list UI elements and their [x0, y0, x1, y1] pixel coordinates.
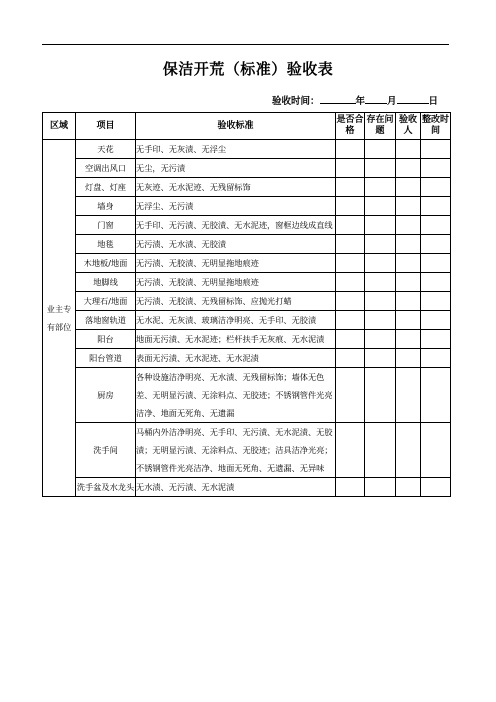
table-row: [43, 478, 451, 497]
item-cell: 天花: [76, 140, 136, 159]
standard-cell: 无手印、无污渍、无胶渍、无水泥迹，窗框边线成直线: [136, 216, 336, 235]
standard-cell: 无污渍、无胶渍、无残留标饰、应抛光打蜡: [136, 292, 336, 311]
qualified-cell[interactable]: [336, 292, 365, 311]
inspector-cell[interactable]: [396, 235, 421, 254]
rectify-time-cell[interactable]: [421, 235, 451, 254]
qualified-cell[interactable]: [336, 159, 365, 178]
standard-cell: 无污渍、无胶渍、无明显拖地痕迹: [136, 273, 336, 292]
standard-cell: 无水渍、无污渍、无水泥渍: [136, 478, 336, 497]
page-title: 保洁开荒（标准）验收表: [162, 60, 334, 78]
qualified-cell[interactable]: [336, 178, 365, 197]
item-cell: 厨房: [76, 368, 136, 423]
issue-cell[interactable]: [365, 423, 396, 478]
qualified-cell[interactable]: [336, 216, 365, 235]
table-row: [43, 273, 451, 292]
issue-cell[interactable]: [365, 178, 396, 197]
item-cell: 灯盘、灯座: [76, 178, 136, 197]
header-row: [43, 113, 451, 140]
qualified-cell[interactable]: [336, 311, 365, 330]
standard-cell: 马桶内外洁净明亮、无手印、无污渍、无水泥渍、无胶渍；无明显污渍、无涂料点、无胶迹；洁具洁净光亮；不锈钢管件光亮洁净、地面无死角、无遗漏、无异味: [136, 423, 336, 478]
issue-cell[interactable]: [365, 292, 396, 311]
inspector-cell[interactable]: [396, 478, 421, 497]
rectify-time-cell[interactable]: [421, 292, 451, 311]
item-cell: 落地窗轨道: [76, 311, 136, 330]
inspector-cell[interactable]: [396, 349, 421, 368]
qualified-cell[interactable]: [336, 368, 365, 423]
table-row: [43, 292, 451, 311]
inspector-cell[interactable]: [396, 140, 421, 159]
standard-cell: 无尘，无污渍: [136, 159, 336, 178]
qualified-cell[interactable]: [336, 423, 365, 478]
rectify-time-cell[interactable]: [421, 140, 451, 159]
issue-cell[interactable]: [365, 140, 396, 159]
issue-cell[interactable]: [365, 311, 396, 330]
issue-cell[interactable]: [365, 235, 396, 254]
rectify-time-cell[interactable]: [421, 368, 451, 423]
table-row: [43, 330, 451, 349]
header-standard: 验收标准: [136, 113, 336, 140]
standard-cell: 地面无污渍、无水泥迹；栏杆扶手无灰痕、无水泥渍: [136, 330, 336, 349]
top-rule: [42, 44, 449, 45]
item-cell: 木地板/地面: [76, 254, 136, 273]
inspector-cell[interactable]: [396, 197, 421, 216]
inspector-cell[interactable]: [396, 254, 421, 273]
rectify-time-cell[interactable]: [421, 159, 451, 178]
day-blank[interactable]: [397, 93, 429, 104]
qualified-cell[interactable]: [336, 349, 365, 368]
rectify-time-cell[interactable]: [421, 330, 451, 349]
header-area: 区域: [43, 113, 76, 140]
inspector-cell[interactable]: [396, 423, 421, 478]
item-cell: 洗手间: [76, 423, 136, 478]
rectify-time-cell[interactable]: [421, 311, 451, 330]
issue-cell[interactable]: [365, 216, 396, 235]
item-cell: 空调出风口: [76, 159, 136, 178]
item-cell: 洗手盆及水龙头: [76, 478, 136, 497]
qualified-cell[interactable]: [336, 478, 365, 497]
rectify-time-cell[interactable]: [421, 478, 451, 497]
inspector-cell[interactable]: [396, 368, 421, 423]
table-row: [43, 423, 451, 478]
issue-cell[interactable]: [365, 197, 396, 216]
issue-cell[interactable]: [365, 159, 396, 178]
item-cell: 地脚线: [76, 273, 136, 292]
area-cell: 业主专有部位: [43, 140, 76, 497]
standard-cell: 表面无污渍、无水泥迹、无水泥渍: [136, 349, 336, 368]
qualified-cell[interactable]: [336, 197, 365, 216]
standard-cell: 无浮尘、无污渍: [136, 197, 336, 216]
header-item: 项目: [76, 113, 136, 140]
inspector-cell[interactable]: [396, 292, 421, 311]
standard-cell: 无手印、无灰渍、无浮尘: [136, 140, 336, 159]
inspector-cell[interactable]: [396, 273, 421, 292]
year-label: 年: [355, 96, 366, 107]
header-issue: 存在问题: [365, 113, 396, 140]
year-blank[interactable]: [320, 93, 356, 104]
qualified-cell[interactable]: [336, 273, 365, 292]
table-row: [43, 235, 451, 254]
issue-cell[interactable]: [365, 254, 396, 273]
rectify-time-cell[interactable]: [421, 254, 451, 273]
inspector-cell[interactable]: [396, 311, 421, 330]
rectify-time-cell[interactable]: [421, 423, 451, 478]
acceptance-table: [42, 112, 451, 497]
table-row: [43, 368, 451, 423]
issue-cell[interactable]: [365, 349, 396, 368]
table-row: [43, 159, 451, 178]
inspector-cell[interactable]: [396, 216, 421, 235]
table-row: [43, 197, 451, 216]
month-blank[interactable]: [365, 93, 387, 104]
inspector-cell[interactable]: [396, 330, 421, 349]
table-row: [43, 140, 451, 159]
issue-cell[interactable]: [365, 368, 396, 423]
table-row: [43, 311, 451, 330]
item-cell: 阳台: [76, 330, 136, 349]
rectify-time-cell[interactable]: [421, 273, 451, 292]
standard-cell: 无灰迹、无水泥迹、无残留标饰: [136, 178, 336, 197]
item-cell: 墙身: [76, 197, 136, 216]
item-cell: 地毯: [76, 235, 136, 254]
rectify-time-cell[interactable]: [421, 197, 451, 216]
standard-cell: 无水泥、无灰渍、玻璃洁净明亮、无手印、无胶渍: [136, 311, 336, 330]
issue-cell[interactable]: [365, 330, 396, 349]
inspector-cell[interactable]: [396, 159, 421, 178]
date-label: 验收时间：: [272, 96, 320, 107]
table-row: [43, 216, 451, 235]
header-rectify-time: 整改时间: [421, 113, 451, 140]
table-row: [43, 178, 451, 197]
rectify-time-cell[interactable]: [421, 349, 451, 368]
table-row: [43, 349, 451, 368]
qualified-cell[interactable]: [336, 254, 365, 273]
standard-cell: 无污渍、无水渍、无胶渍: [136, 235, 336, 254]
qualified-cell[interactable]: [336, 235, 365, 254]
qualified-cell[interactable]: [336, 330, 365, 349]
item-cell: 阳台管道: [76, 349, 136, 368]
issue-cell[interactable]: [365, 273, 396, 292]
standard-cell: 无污渍、无胶渍、无明显拖地痕迹: [136, 254, 336, 273]
qualified-cell[interactable]: [336, 140, 365, 159]
item-cell: 大理石/地面: [76, 292, 136, 311]
item-cell: 门窗: [76, 216, 136, 235]
header-qualified: 是否合格: [336, 113, 365, 140]
rectify-time-cell[interactable]: [421, 178, 451, 197]
header-inspector: 验收人: [396, 113, 421, 140]
rectify-time-cell[interactable]: [421, 216, 451, 235]
inspector-cell[interactable]: [396, 178, 421, 197]
month-label: 月: [387, 96, 397, 107]
standard-cell: 各种设施洁净明亮、无水渍、无残留标饰；墙体无色差、无明显污渍、无涂料点、无胶迹；不锈钢管件光亮洁净、地面无死角、无遗漏: [136, 368, 336, 423]
inspection-date: [272, 93, 438, 107]
table-row: [43, 254, 451, 273]
day-label: 日: [428, 96, 439, 107]
issue-cell[interactable]: [365, 478, 396, 497]
